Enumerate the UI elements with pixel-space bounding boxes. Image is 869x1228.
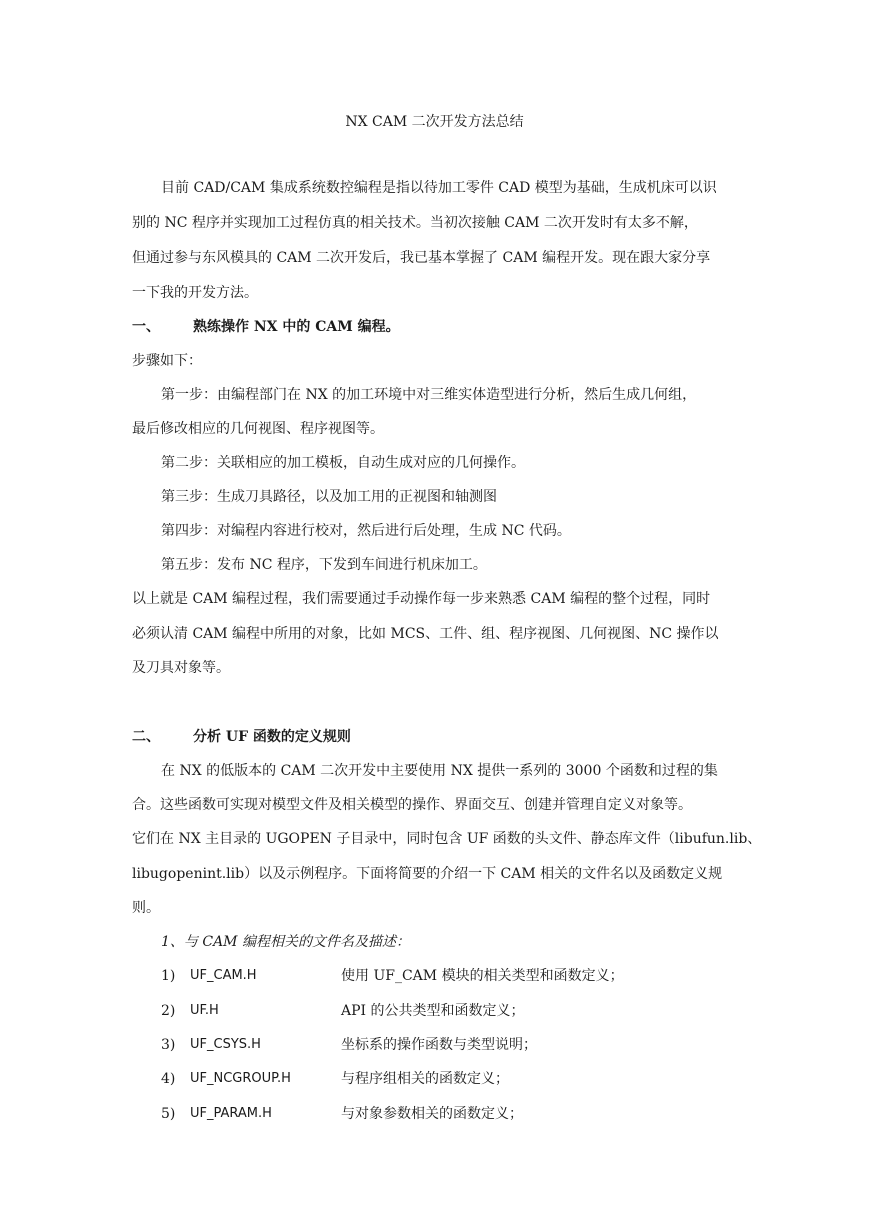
file-item-description: 与程序组相关的函数定义； (341, 1071, 509, 1087)
step-line: 第五步：发布 NC 程序，下发到车间进行机床加工。 (161, 557, 487, 573)
document-title: NX CAM 二次开发方法总结 (345, 114, 524, 130)
section-2-paragraph-line: libugopenint.lib）以及示例程序。下面将简要的介绍一下 CAM 相关的文件名以及函数定义规 (132, 866, 723, 882)
file-item-name: UF_CSYS.H (190, 1037, 261, 1052)
summary-line: 必须认清 CAM 编程中所用的对象，比如 MCS、工件、组、程序视图、几何视图、NC 操作以 (132, 626, 719, 642)
section-2-paragraph-line: 合。这些函数可实现对模型文件及相关模型的操作、界面交互、创建并管理自定义对象等。 (132, 797, 692, 813)
file-item-description: 与对象参数相关的函数定义； (341, 1106, 523, 1122)
file-list-item (0, 1035, 869, 1055)
file-list-item (0, 1069, 869, 1089)
file-item-name: UF_PARAM.H (190, 1106, 272, 1121)
file-list-item (0, 1104, 869, 1124)
step-line: 第三步：生成刀具路径，以及加工用的正视图和轴测图 (161, 489, 497, 505)
intro-line: 一下我的开发方法。 (132, 285, 258, 301)
file-item-number: 5) (161, 1106, 176, 1122)
file-item-number: 1) (161, 968, 176, 984)
section-2-paragraph-line: 则。 (132, 900, 160, 916)
file-list-item (0, 1001, 869, 1021)
file-list-item (0, 966, 869, 986)
step-line: 第四步：对编程内容进行校对，然后进行后处理，生成 NC 代码。 (161, 523, 571, 539)
file-item-number: 2) (161, 1003, 176, 1019)
step-line: 最后修改相应的几何视图、程序视图等。 (132, 421, 384, 437)
file-item-description: 坐标系的操作函数与类型说明； (341, 1037, 537, 1053)
file-item-description: API 的公共类型和函数定义； (341, 1003, 525, 1019)
file-item-name: UF.H (190, 1003, 219, 1018)
section-2-title: 分析 UF 函数的定义规则 (193, 729, 351, 745)
file-item-name: UF_CAM.H (190, 968, 257, 983)
steps-label: 步骤如下： (132, 353, 202, 369)
summary-line: 以上就是 CAM 编程过程，我们需要通过手动操作每一步来熟悉 CAM 编程的整个过程，同时 (132, 591, 711, 607)
intro-line: 但通过参与东风模具的 CAM 二次开发后，我已基本掌握了 CAM 编程开发。现在跟大家分享 (132, 250, 711, 266)
section-1-number: 一、 (132, 319, 160, 335)
file-list-subheading: 1、与 CAM 编程相关的文件名及描述： (161, 934, 410, 950)
file-item-description: 使用 UF_CAM 模块的相关类型和函数定义； (341, 968, 624, 984)
section-1-title: 熟练操作 NX 中的 CAM 编程。 (193, 319, 400, 335)
step-line: 第一步：由编程部门在 NX 的加工环境中对三维实体造型进行分析，然后生成几何组， (161, 387, 697, 403)
file-item-number: 3) (161, 1037, 176, 1053)
section-2-number: 二、 (132, 729, 160, 745)
intro-line: 别的 NC 程序并实现加工过程仿真的相关技术。当初次接触 CAM 二次开发时有太多不解， (132, 215, 698, 231)
section-2-paragraph-line: 在 NX 的低版本的 CAM 二次开发中主要使用 NX 提供一系列的 3000 个函数和过程的集 (161, 763, 718, 779)
summary-line: 及刀具对象等。 (132, 660, 230, 676)
step-line: 第二步：关联相应的加工模板，自动生成对应的几何操作。 (161, 455, 525, 471)
file-item-number: 4) (161, 1071, 176, 1087)
file-item-name: UF_NCGROUP.H (190, 1071, 291, 1086)
section-2-paragraph-line: 它们在 NX 主目录的 UGOPEN 子目录中，同时包含 UF 函数的头文件、静态库文件（libufun.lib、 (132, 831, 762, 847)
intro-line: 目前 CAD/CAM 集成系统数控编程是指以待加工零件 CAD 模型为基础，生成机床可以识 (161, 180, 717, 196)
